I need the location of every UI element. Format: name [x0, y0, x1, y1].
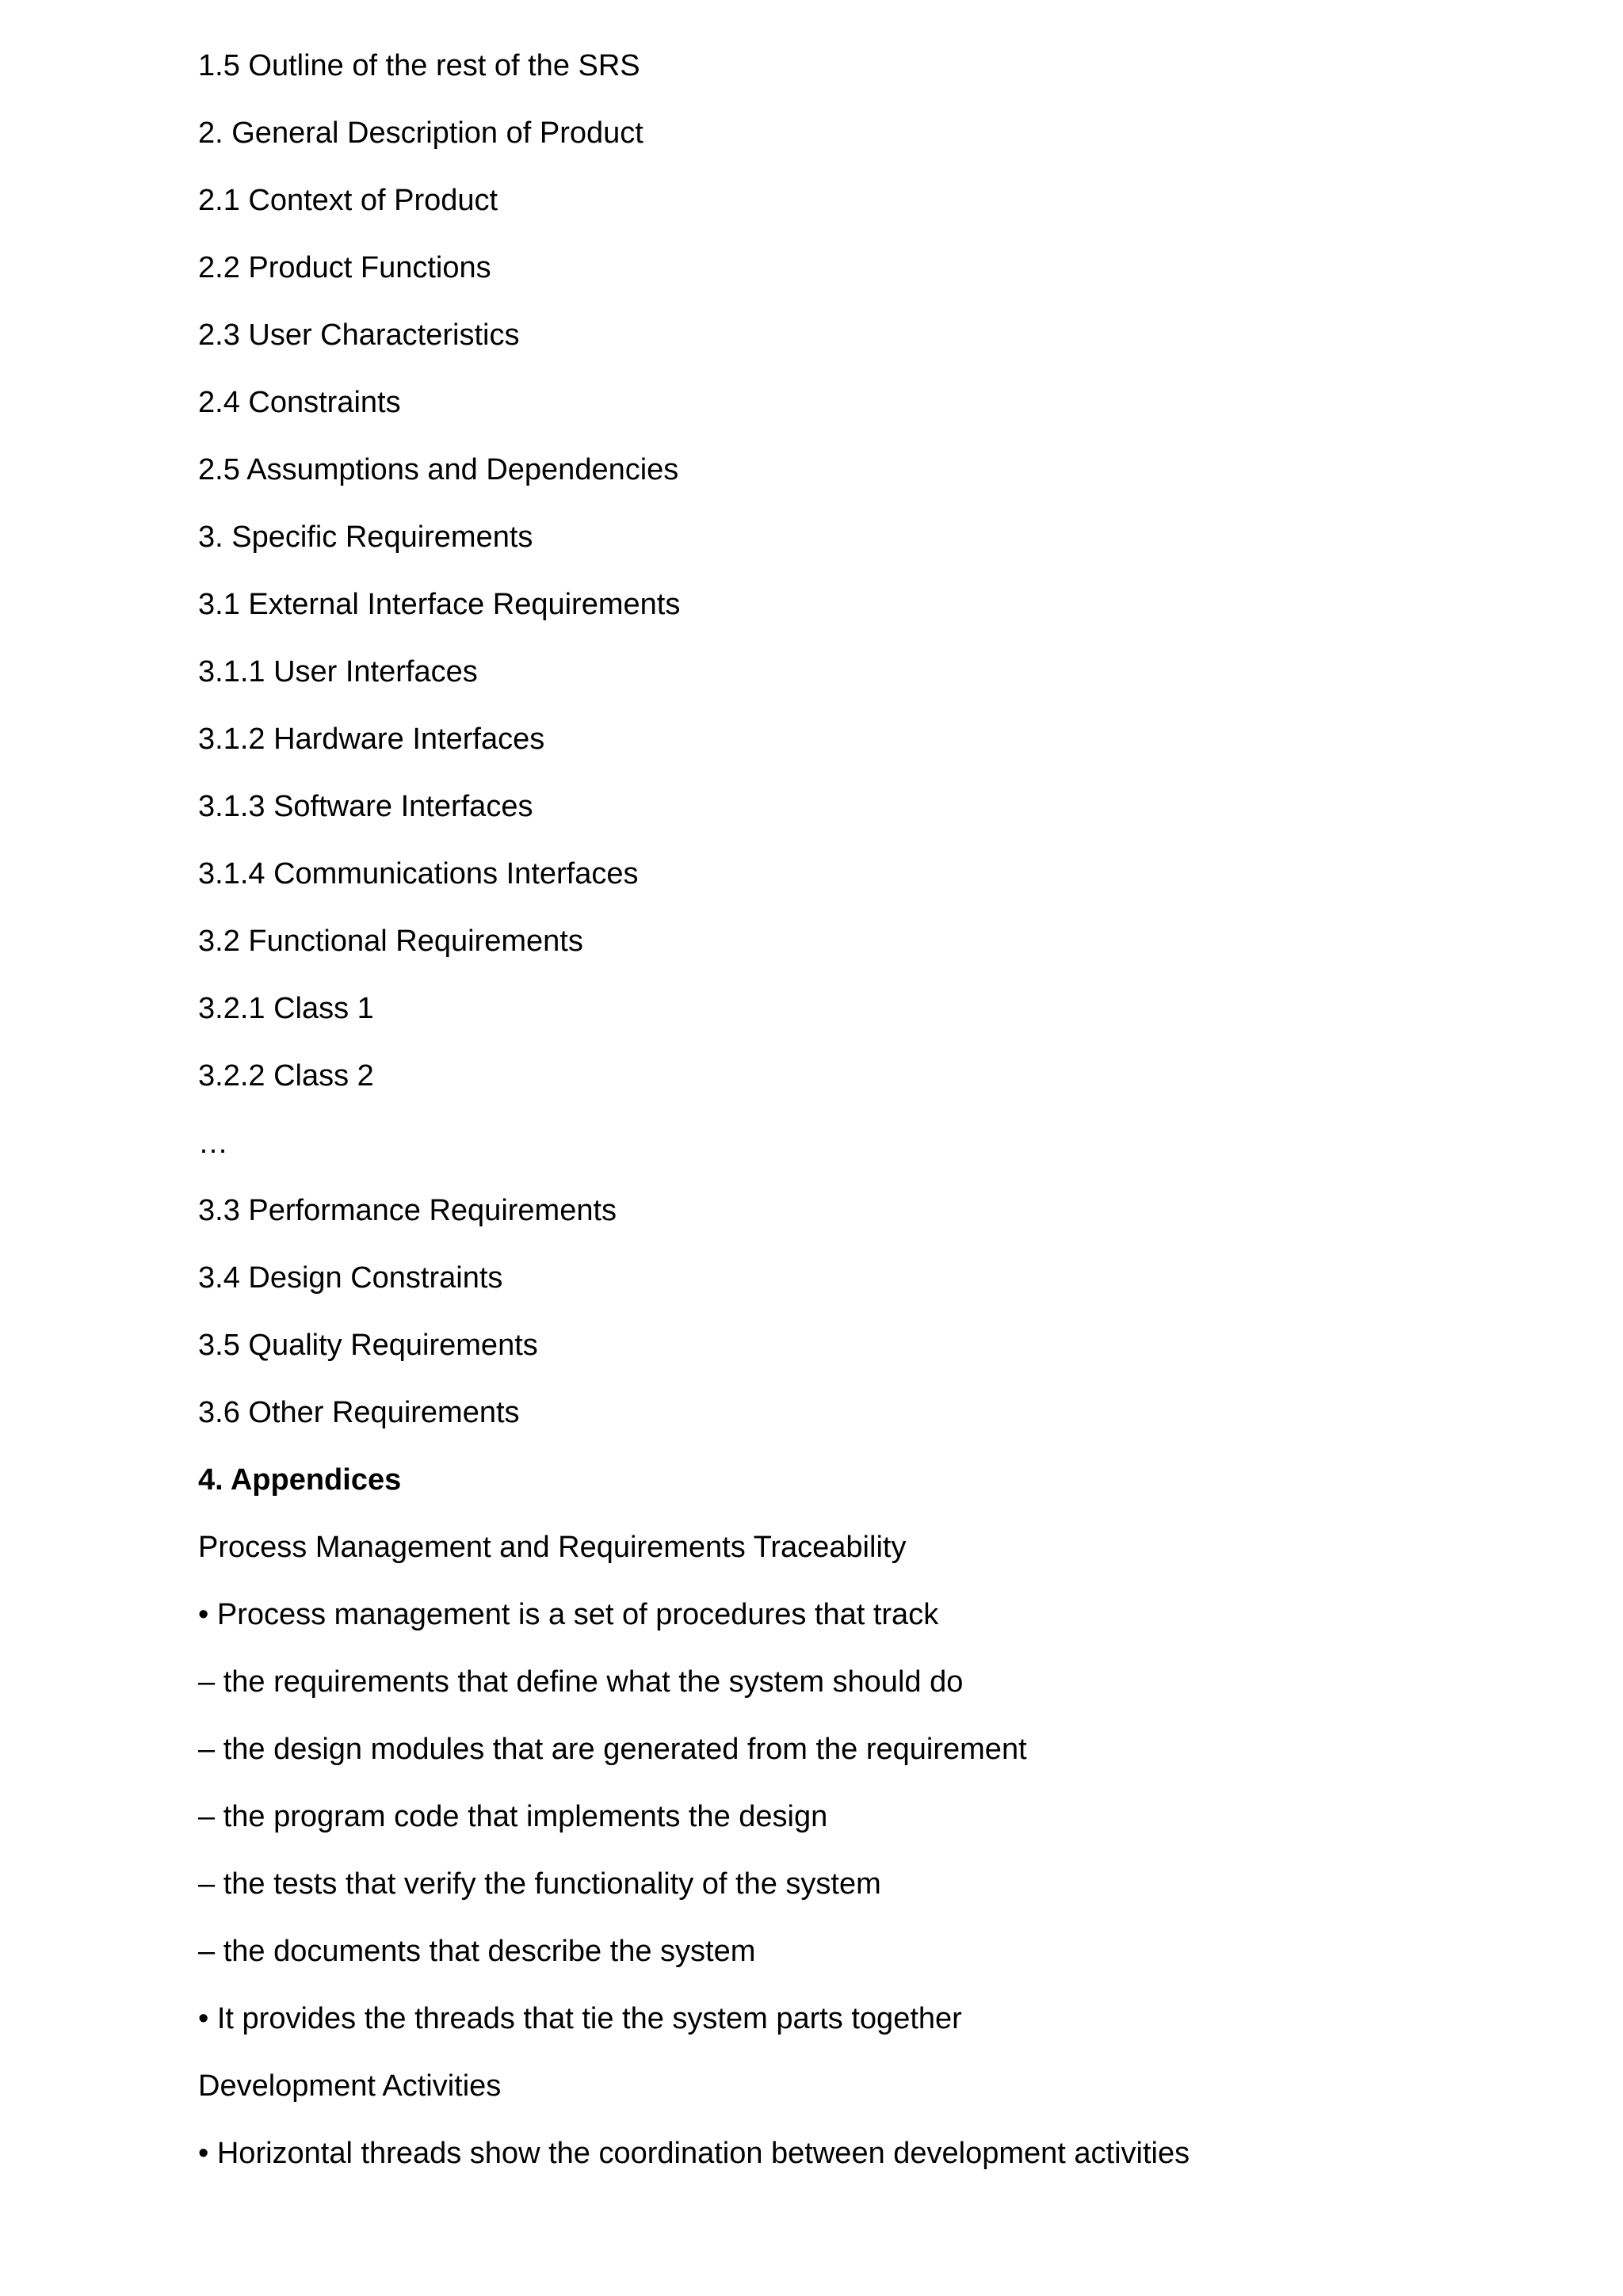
- document-line: Process Management and Requirements Traceability: [198, 1531, 907, 1564]
- document-line: 3.6 Other Requirements: [198, 1396, 520, 1429]
- section-heading: 4. Appendices: [198, 1463, 402, 1497]
- document-line: 3.5 Quality Requirements: [198, 1329, 538, 1362]
- document-line: 3.1 External Interface Requirements: [198, 588, 681, 621]
- document-line: 2.5 Assumptions and Dependencies: [198, 453, 679, 486]
- document-line: 2. General Description of Product: [198, 116, 643, 150]
- document-line: 3.1.1 User Interfaces: [198, 655, 478, 688]
- document-line: • It provides the threads that tie the system parts together: [198, 2002, 962, 2035]
- document-line: 1.5 Outline of the rest of the SRS: [198, 49, 640, 82]
- document-line: 2.3 User Characteristics: [198, 318, 520, 352]
- document-line: 3.2 Functional Requirements: [198, 925, 583, 958]
- document-line: …: [198, 1127, 228, 1160]
- document-line: 3.2.1 Class 1: [198, 992, 374, 1025]
- document-lines: [198, 48, 1190, 2203]
- document-line: – the program code that implements the design: [198, 1800, 828, 1833]
- document-line: • Process management is a set of procedures that track: [198, 1598, 939, 1631]
- document-line: 2.1 Context of Product: [198, 184, 498, 217]
- document-line: – the design modules that are generated from the requirement: [198, 1733, 1027, 1766]
- document-line: 3.1.2 Hardware Interfaces: [198, 723, 545, 756]
- document-line: Development Activities: [198, 2069, 502, 2103]
- document-line: 3.3 Performance Requirements: [198, 1194, 617, 1227]
- document-line: • Horizontal threads show the coordination between development activities: [198, 2137, 1190, 2170]
- document-line: 2.4 Constraints: [198, 386, 401, 419]
- document-line: 3.1.4 Communications Interfaces: [198, 857, 639, 891]
- document-line: 3. Specific Requirements: [198, 521, 533, 554]
- document-line: – the tests that verify the functionality of the system: [198, 1867, 881, 1901]
- document-line: – the requirements that define what the system should do: [198, 1665, 964, 1699]
- document-line: 2.2 Product Functions: [198, 251, 491, 284]
- document-line: – the documents that describe the system: [198, 1935, 756, 1968]
- document-line: 3.4 Design Constraints: [198, 1261, 503, 1295]
- document-line: 3.1.3 Software Interfaces: [198, 790, 533, 823]
- document-line: 3.2.2 Class 2: [198, 1059, 374, 1093]
